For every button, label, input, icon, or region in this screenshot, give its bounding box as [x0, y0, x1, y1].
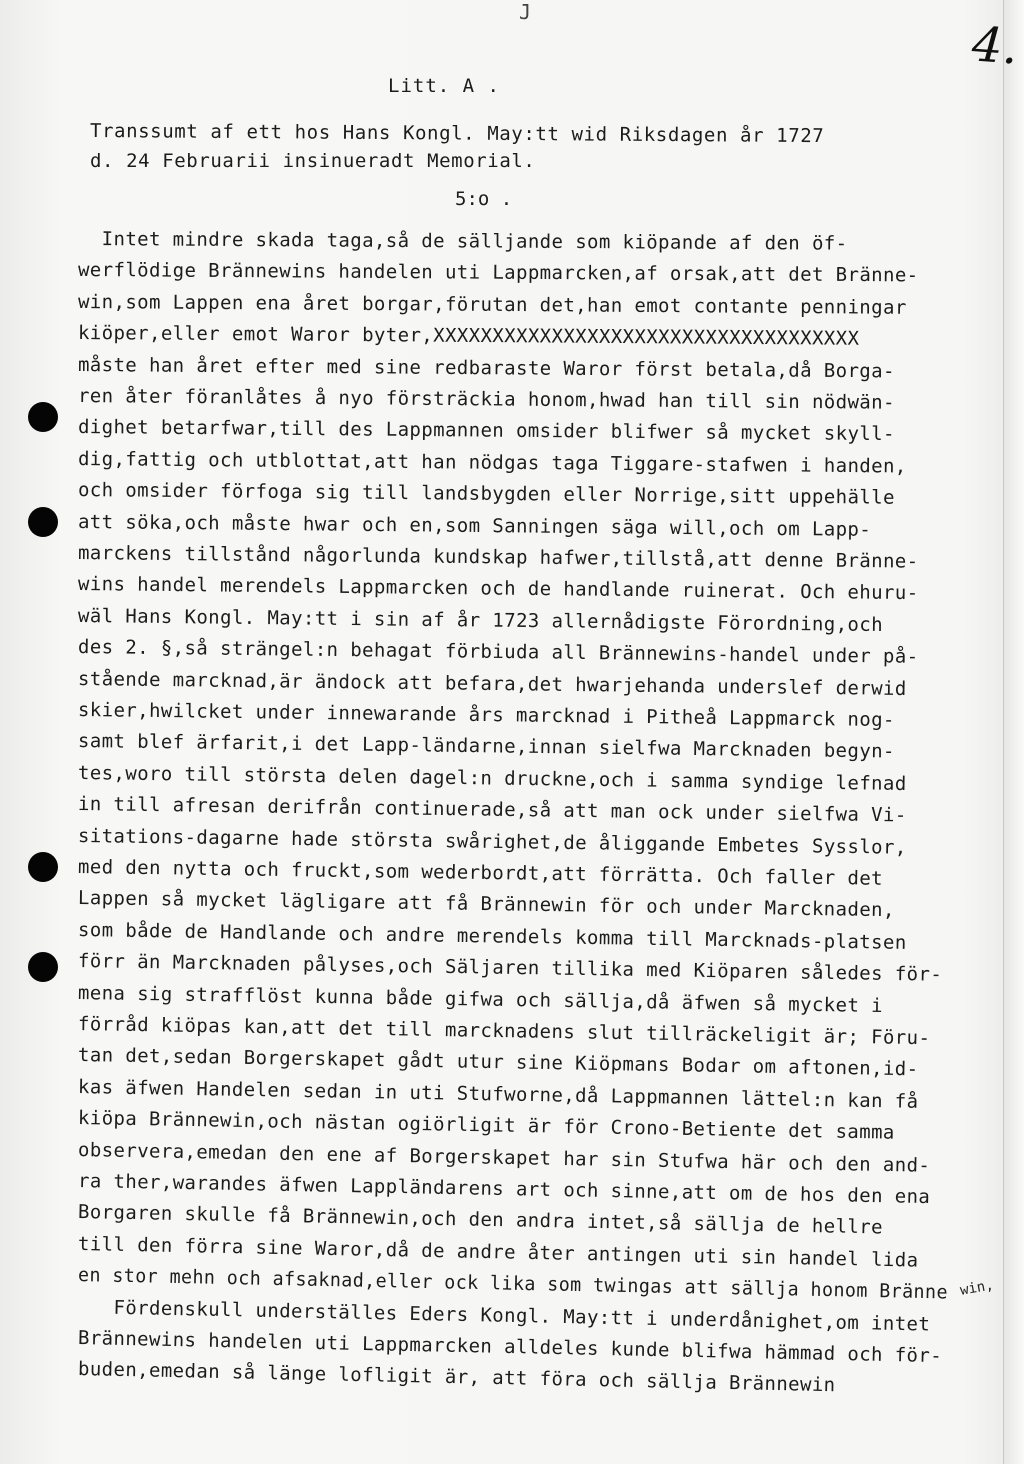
body-line: dig,fattig och utblottat,att han nödgas taga Tiggare-stafwen i handen,: [77, 447, 907, 478]
body-line: med den nytta och fruckt,som wederbordt,att förrätta. Och faller det: [77, 856, 884, 890]
top-mark: J: [519, 0, 532, 24]
title-line-2: d. 24 Februarii insinueradt Memorial.: [90, 150, 536, 172]
body-line: kiöper,eller emot Waror byter,XXXXXXXXXXXXXXXXXXXXXXXXXXXXXXXXXXXX: [77, 322, 860, 350]
body-line: och omsider förfoga sig till landsbygden eller Norrige,sitt uppehälle: [77, 479, 895, 509]
punch-hole-4: [28, 952, 58, 982]
body-line: des 2. §,så strängel:n behagat förbiuda all Brännewins-handel under på-: [77, 636, 919, 669]
body-line: Lappen så mycket lägligare att få Brännewin för och under Marcknaden,: [77, 887, 895, 922]
body-line: win,som Lappen ena året borgar,förutan det,han emot contante penningar: [77, 290, 907, 319]
body-line: en stor mehn och afsaknad,eller ock lika som twingas att sällja honom Bränne: [77, 1264, 949, 1304]
page-edge: [1003, 0, 1024, 1464]
margin-note: win,: [958, 1277, 995, 1299]
body-line: kas äfwen Handelen sedan in uti Stufworne,då Lappmannen lättel:n kan få: [77, 1075, 919, 1113]
body-line: Borgaren skulle få Brännewin,och den andra intet,så sällja de hellre: [77, 1201, 884, 1239]
body-line: ra ther,warandes äfwen Lappländarens art och sinne,att om de hos den ena: [77, 1170, 931, 1209]
punch-hole-1: [28, 402, 58, 432]
body-line: förr än Marcknaden pålyses,och Säljaren tillika med Kiöparen således för-: [77, 950, 943, 986]
body-line: mena sig strafflöst kunna både gifwa och sällja,då äfwen så mycket i: [77, 981, 884, 1017]
section-number: 5:o .: [455, 188, 513, 210]
body-line: wäl Hans Kongl. May:tt i sin af år 1723 allernådigste Förordning,och: [77, 604, 884, 636]
body-line: måste han året efter med sine redbaraste Waror först betala,då Borga-: [77, 353, 895, 383]
body-line: in till afresan derifrån continuerade,så att man ock under sielfwa Vi-: [77, 793, 907, 827]
body-line: werflödige Brännewins handelen uti Lappmarcken,af orsak,att det Bränne-: [77, 259, 919, 287]
body-line: wins handel merendels Lappmarcken och de handlande ruinerat. Och ehuru-: [77, 573, 919, 605]
body-line: förråd kiöpas kan,att det till marcknadens slut tillräckeligit är; Föru-: [77, 1013, 931, 1050]
punch-hole-3: [28, 852, 58, 882]
body-line: stående marcknad,är ändock att befara,det hwarjehanda underslef derwid: [77, 667, 907, 700]
body-line: kiöpa Brännewin,och nästan ogiörligit är för Crono-Betiente det samma: [77, 1107, 895, 1144]
body-line: samt blef ärfarit,i det Lapp-ländarne,innan sielfwa Marcknaden begyn-: [77, 730, 895, 763]
body-line: tan det,sedan Borgerskapet gådt utur sine Kiöpmans Bodar om aftonen,id-: [77, 1044, 919, 1081]
document-header: Litt. A .: [388, 75, 500, 97]
body-line: dighet betarfwar,till des Lappmannen omsider blifwer så mycket skyll-: [77, 416, 895, 446]
body-line: buden,emedan så länge lofligit är, att föra och sällja Brännewin: [77, 1358, 836, 1397]
body-line: Brännewins handelen uti Lappmarcken alldeles kunde blifwa hämmad och för-: [77, 1327, 943, 1368]
page-number: 4.: [970, 16, 1020, 76]
body-line: ren åter föranlåtes å nyo försträckia honom,hwad han till sin nödwän-: [77, 385, 895, 414]
body-line: sitations-dagarne hade största swårighet,de åliggande Embetes Sysslor,: [77, 824, 907, 859]
title-line-1: Transsumt af ett hos Hans Kongl. May:tt wid Riksdagen år 1727: [89, 120, 825, 148]
body-line: till den förra sine Waror,då de andre åter antingen uti sin handel lida: [77, 1232, 919, 1272]
body-line: tes,woro till största delen dagel:n druckne,och i samma syndige lefnad: [77, 761, 907, 795]
body-line: Intet mindre skada taga,så de sälljande som kiöpande af den öf-: [77, 228, 848, 255]
body-line: skier,hwilcket under innewarande års marcknad i Pitheå Lappmarck nog-: [77, 699, 895, 732]
body-line: observera,emedan den ene af Borgerskapet har sin Stufwa här och den and-: [77, 1138, 931, 1177]
body-line: Fördenskull underställes Eders Kongl. May:tt i underdånighet,om intet: [77, 1295, 931, 1336]
body-line: som både de Handlande och andre merendels komma till Marcknads-platsen: [77, 918, 907, 954]
body-line: att söka,och måste hwar och en,som Sanningen säga will,och om Lapp-: [77, 510, 872, 541]
body-line: marckens tillstånd någorlunda kundskap hafwer,tillstå,att denne Bränne-: [77, 542, 919, 573]
punch-hole-2: [28, 507, 58, 537]
